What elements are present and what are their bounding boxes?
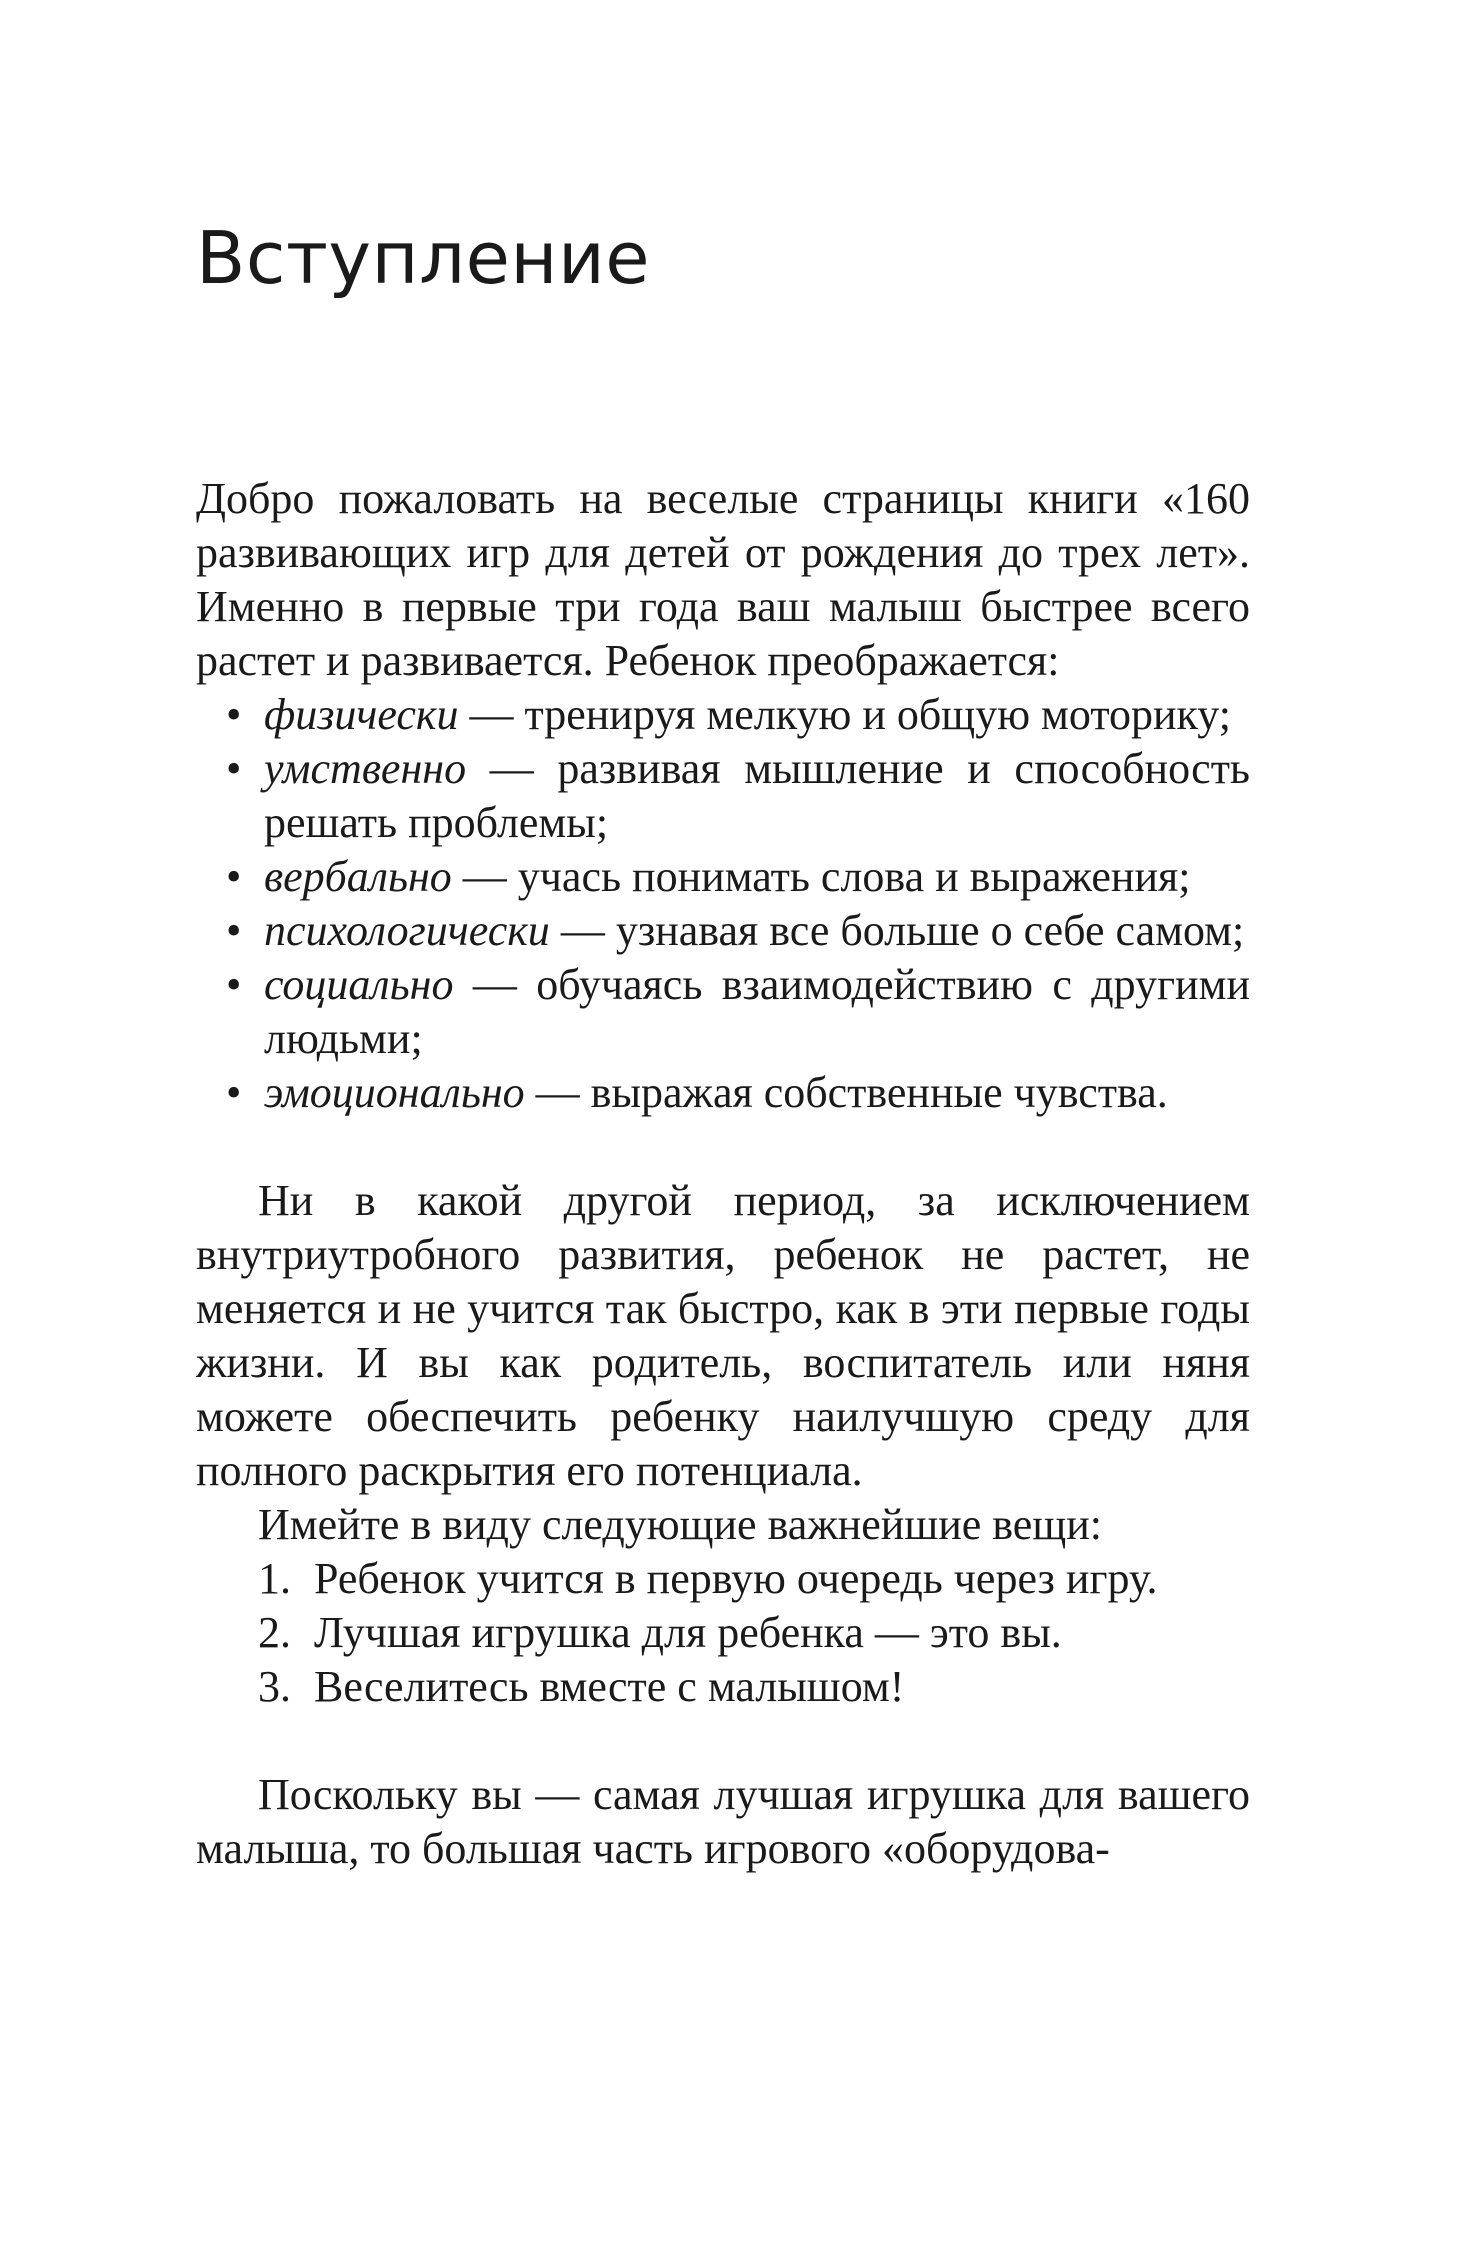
list-item xyxy=(258,1552,1250,1606)
bullet-icon: • xyxy=(226,1068,242,1117)
list-item-text: — учась понимать слова и выражения; xyxy=(451,852,1191,901)
list-item xyxy=(226,904,1250,958)
bullet-icon: • xyxy=(226,690,242,739)
chapter-title: Вступление xyxy=(196,216,651,300)
list-number: 2. xyxy=(258,1608,291,1657)
list-item-term: умственно xyxy=(264,744,467,793)
list-item-text: — узнавая все больше о себе самом; xyxy=(549,906,1245,955)
list-item xyxy=(258,1660,1250,1714)
bullet-icon: • xyxy=(226,906,242,955)
chapter-body xyxy=(196,472,1250,1876)
list-item-text: Ребенок учится в первую очередь через игру. xyxy=(314,1554,1158,1603)
list-item-term: социально xyxy=(264,960,454,1009)
paragraph-spacer xyxy=(196,1714,1250,1768)
bullet-icon: • xyxy=(226,852,242,901)
list-item-term: эмоционально xyxy=(264,1068,525,1117)
list-item-text: — тренируя мелкую и общую моторику; xyxy=(458,690,1231,739)
intro-paragraph: Добро пожаловать на веселые страницы книги «160 развивающих игр для детей от рождения до трех лет». Именно в первые три года ваш малыш быстрее всего растет и развивается. Ребенок преображается: xyxy=(196,474,1250,685)
list-number: 3. xyxy=(258,1662,291,1711)
bullet-icon: • xyxy=(226,960,242,1009)
list-item-term: психологически xyxy=(264,906,550,955)
body-paragraph: Имейте в виду следующие важнейшие вещи: xyxy=(258,1500,1102,1549)
body-paragraph: Поскольку вы — самая лучшая игрушка для вашего малыша, то большая часть игрового «оборудова- xyxy=(196,1770,1250,1873)
paragraph-spacer xyxy=(196,1120,1250,1174)
list-item xyxy=(226,958,1250,1066)
list-item-text: Веселитесь вместе с малышом! xyxy=(314,1662,905,1711)
list-item-text: — выражая собственные чувства. xyxy=(524,1068,1168,1117)
list-item xyxy=(226,742,1250,850)
body-paragraph: Ни в какой другой период, за исключением внутриутробного развития, ребенок не растет, не меняется и не учится так быстро, как в эти первые годы жизни. И вы как родитель, воспитатель или няня можете обеспечить ребенку наилучшую среду для полного раскрытия его потенциала. xyxy=(196,1176,1250,1495)
list-number: 1. xyxy=(258,1554,291,1603)
list-item-term: физически xyxy=(264,690,459,739)
development-list xyxy=(196,688,1250,1120)
list-item xyxy=(258,1606,1250,1660)
list-item-term: вербально xyxy=(264,852,452,901)
list-item xyxy=(226,1066,1250,1120)
key-points-list xyxy=(196,1552,1250,1714)
list-item-text: — обучаясь взаимодействию с другими людьми; xyxy=(264,960,1250,1063)
bullet-icon: • xyxy=(226,744,242,793)
list-item-text: — развивая мышление и способность решать проблемы; xyxy=(264,744,1250,847)
list-item xyxy=(226,850,1250,904)
list-item xyxy=(226,688,1250,742)
list-item-text: Лучшая игрушка для ребенка — это вы. xyxy=(314,1608,1062,1657)
